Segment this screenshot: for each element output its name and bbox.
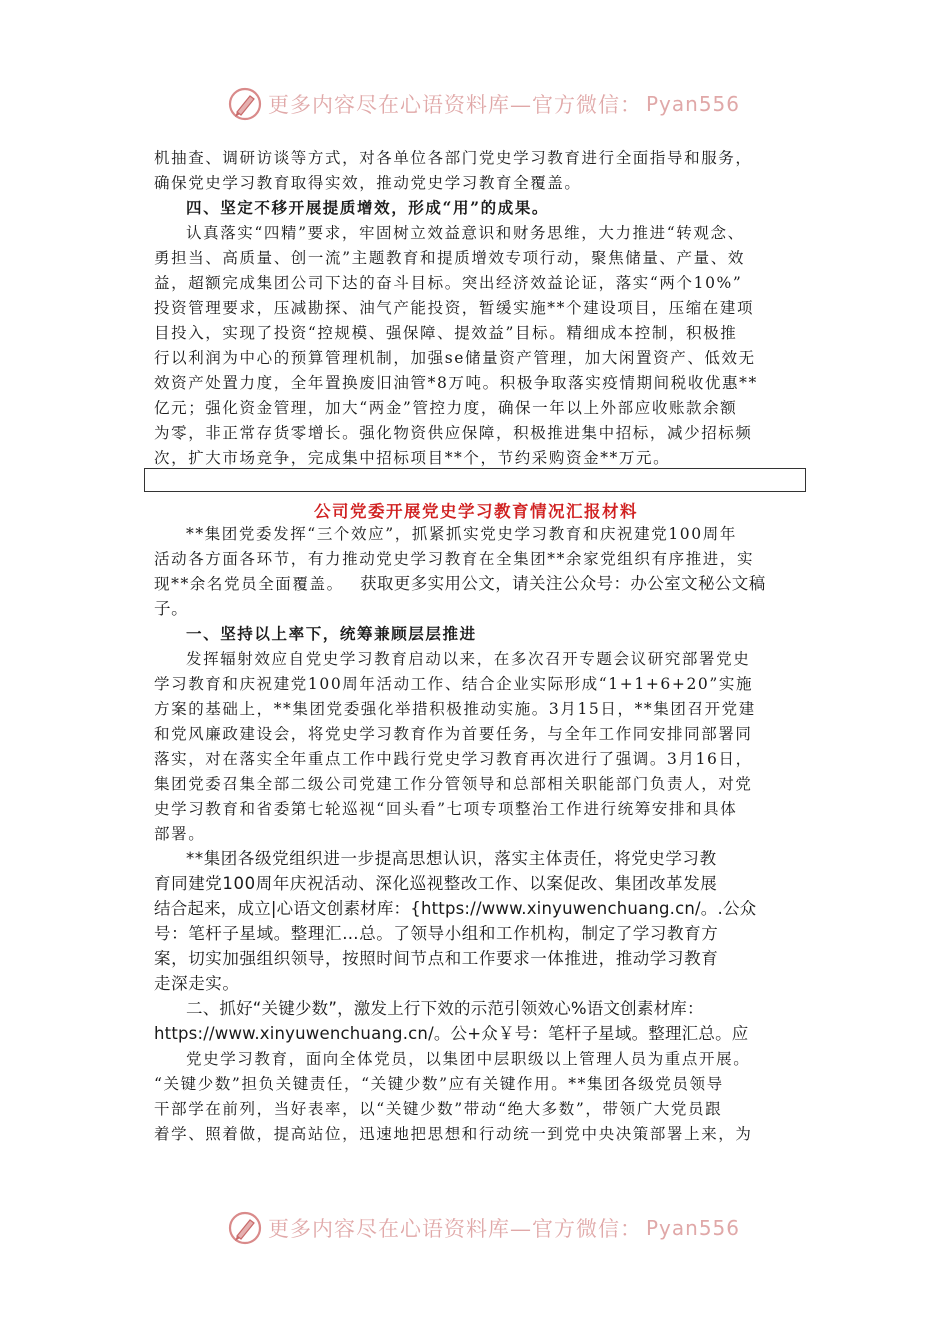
p2-line-3: 结合起来，成立|心语文创素材库：{https://www.xinyuwenchuang.cn/。.公众 <box>154 899 757 918</box>
section-divider-box <box>144 468 806 492</box>
pen-logo-icon <box>228 1211 262 1245</box>
para4-line-7: 效资产处置力度，全年置换废旧油管*8万吨。积极争取落实疫情期间税收优惠** <box>154 374 758 392</box>
para4-line-5: 目投入，实现了投资“控规模、强保障、提效益”目标。精细成本控制，积极推 <box>154 324 738 342</box>
p1-line-2: 学习教育和庆祝建党100周年活动工作、结合企业实际形成“1+1+6+20”实施 <box>154 675 754 693</box>
p2-line-5: 案，切实加强组织领导，按照时间节点和工作要求一体推进，推动学习教育 <box>154 949 719 968</box>
p2-line-1: **集团各级党组织进一步提高思想认识，落实主体责任，将党史学习教 <box>186 849 717 868</box>
para4-line-4: 投资管理要求，压减勘探、油气产能投资，暂缓实施**个建设项目，压缩在建项 <box>154 299 755 317</box>
prev-para-line-2: 确保党史学习教育取得实效，推动党史学习教育全覆盖。 <box>154 174 582 192</box>
para4-line-10: 次，扩大市场竞争，完成集中招标项目**个，节约采购资金**万元。 <box>154 449 671 467</box>
p3-line-3: 干部学在前列，当好表率，以“关键少数”带动“绝大多数”，带领广大党员跟 <box>154 1100 723 1118</box>
pen-logo-icon <box>228 87 262 121</box>
p3-line-4: 着学、照着做，提高站位，迅速地把思想和行动统一到党中央决策部署上来，为 <box>154 1125 753 1143</box>
p1-line-8: 部署。 <box>154 825 206 843</box>
intro-promo-end: 子。 <box>154 599 189 618</box>
watermark-footer <box>228 1208 740 1248</box>
heading-two-line-1: 二、抓好“关键少数”，激发上行下效的示范引领效心%语文创素材库： <box>186 999 704 1018</box>
para4-line-1: 认真落实“四精”要求，牢固树立效益意识和财务思维，大力推进“转观念、 <box>186 224 745 242</box>
p1-line-6: 集团党委召集全部二级公司党建工作分管领导和总部相关职能部门负责人，对党 <box>154 775 753 793</box>
prev-para-line-1: 机抽查、调研访谈等方式，对各单位各部门党史学习教育进行全面指导和服务， <box>154 149 753 167</box>
heading-two-line-2: https://www.xinyuwenchuang.cn/。公+众￥号：笔杆子星域。整理汇总。应 <box>154 1024 749 1043</box>
para4-line-8: 亿元；强化资金管理，加大“两金”管控力度，确保一年以上外部应收账款余额 <box>154 399 738 417</box>
p2-line-4: 号：笔杆子星域。整理汇…总。了领导小组和工作机构，制定了学习教育方 <box>154 924 719 943</box>
p3-line-1: 党史学习教育，面向全体党员，以集团中层职级以上管理人员为重点开展。 <box>186 1050 751 1068</box>
intro-promo: 获取更多实用公文，请关注公众号：办公室文秘公文稿 <box>360 574 766 593</box>
heading-one: 一、坚持以上率下，统筹兼顾层层推进 <box>186 624 477 643</box>
heading-four: 四、坚定不移开展提质增效，形成“用”的成果。 <box>186 198 550 217</box>
intro-line-2: 活动各方面各环节，有力推动党史学习教育在全集团**余家党组织有序推进，实 <box>154 550 755 568</box>
p1-line-5: 落实，对在落实全年重点工作中践行党史学习教育再次进行了强调。3月16日， <box>154 750 753 768</box>
watermark-text: 更多内容尽在心语资料库—官方微信： <box>268 1217 642 1241</box>
para4-line-3: 益，超额完成集团公司下达的奋斗目标。突出经济效益论证，落实“两个10%” <box>154 274 743 292</box>
p2-line-2: 育同建党100周年庆祝活动、深化巡视整改工作、以案促改、集团改革发展 <box>154 874 718 893</box>
p3-line-2: “关键少数”担负关键责任，“关键少数”应有关键作用。**集团各级党员领导 <box>154 1075 724 1093</box>
watermark-wechat: Pyan556 <box>646 92 741 116</box>
intro-line-3: 现**余名党员全面覆盖。 <box>154 575 344 593</box>
watermark-text: 更多内容尽在心语资料库—官方微信： <box>268 93 642 117</box>
para4-line-6: 行以利润为中心的预算管理机制，加强se储量资产管理，加大闲置资产、低效无 <box>154 349 756 367</box>
intro-line-1: **集团党委发挥“三个效应”，抓紧抓实党史学习教育和庆祝建党100周年 <box>186 525 737 543</box>
para4-line-2: 勇担当、高质量、创一流”主题教育和提质增效专项行动，聚焦储量、产量、效 <box>154 249 745 267</box>
p1-line-4: 和党风廉政建设会，将党史学习教育作为首要任务，与全年工作同安排同部署同 <box>154 725 753 743</box>
p1-line-1: 发挥辐射效应自党史学习教育启动以来，在多次召开专题会议研究部署党史 <box>186 650 751 668</box>
para4-line-9: 为零，非正常存货零增长。强化物资供应保障，积极推进集中招标，减少招标频 <box>154 424 753 442</box>
document-title: 公司党委开展党史学习教育情况汇报材料 <box>314 502 638 521</box>
p1-line-3: 方案的基础上，**集团党委强化举措积极推动实施。3月15日，**集团召开党建 <box>154 700 756 718</box>
watermark-header <box>228 84 740 124</box>
p1-line-7: 史学习教育和省委第七轮巡视“回头看”七项专项整治工作进行统筹安排和具体 <box>154 800 738 818</box>
watermark-wechat: Pyan556 <box>646 1216 741 1240</box>
p2-line-6: 走深走实。 <box>154 974 240 993</box>
